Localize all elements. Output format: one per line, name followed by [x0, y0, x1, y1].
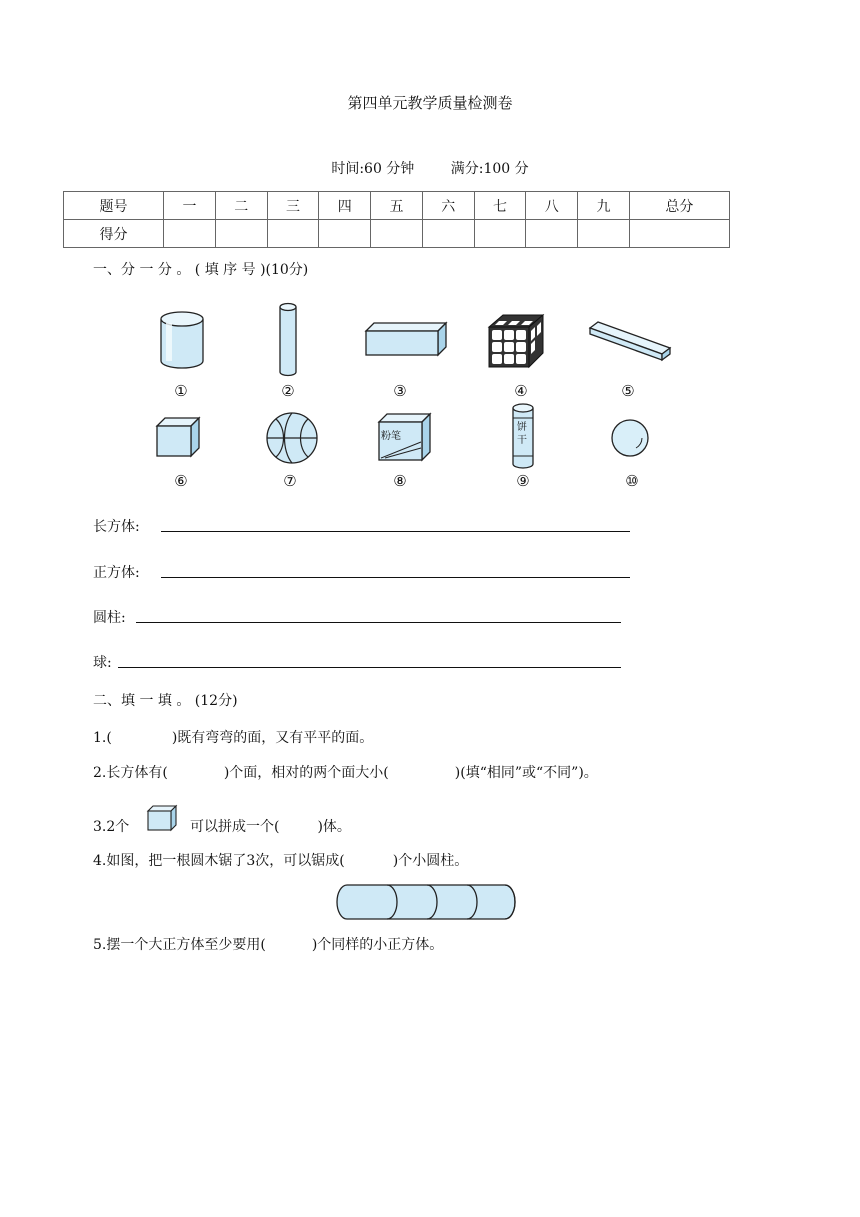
- score-input-cell[interactable]: [215, 220, 267, 248]
- q5-text-post: )个同样的小正方体。: [311, 937, 444, 953]
- question-2: [93, 762, 598, 782]
- sphere-answer-line[interactable]: [118, 667, 621, 668]
- biscuit-tube-label: 饼干: [517, 422, 527, 446]
- rubiks-cube-icon: [487, 313, 545, 369]
- shape-number: ⑧: [393, 472, 407, 490]
- section1-title: 一、分 一 分 。 ( 填 序 号 )(10分): [93, 262, 309, 278]
- score-input-cell[interactable]: [578, 220, 630, 248]
- small-cube-icon: [146, 804, 178, 832]
- score-input-cell[interactable]: [629, 220, 729, 248]
- score-input-cell[interactable]: [526, 220, 578, 248]
- score-cell: 八: [526, 192, 578, 220]
- question-3: [93, 816, 129, 836]
- question-1: [93, 727, 373, 747]
- question-5: [93, 934, 443, 954]
- score-row-label: 得分: [64, 220, 164, 248]
- cuboid-label: 长方体:: [93, 519, 140, 535]
- chalk-box-label: 粉笔: [381, 431, 401, 442]
- score-cell: 题号: [64, 192, 164, 220]
- sphere-label: 球:: [93, 655, 112, 671]
- question-3-rest: [190, 816, 351, 836]
- score-cell: 四: [319, 192, 371, 220]
- q2-text-pre: 2.长方体有(: [93, 765, 168, 781]
- shape-number: ⑤: [621, 382, 635, 400]
- score-cell: 二: [215, 192, 267, 220]
- thin-cylinder-icon: [277, 302, 299, 378]
- q3-text-post: )体。: [317, 819, 351, 835]
- q4-text-pre: 4.如图，把一根圆木锯了3次，可以锯成(: [93, 853, 345, 869]
- biscuit-tube: [510, 402, 536, 470]
- score-cell: 五: [371, 192, 423, 220]
- cuboid-answer-line[interactable]: [161, 531, 630, 532]
- basketball-icon: [264, 410, 320, 466]
- cube-answer-line[interactable]: [161, 577, 630, 578]
- score-cell: 三: [267, 192, 319, 220]
- shape-number: ①: [174, 382, 188, 400]
- score-cell: 总分: [629, 192, 729, 220]
- q3-text-mid: 可以拼成一个(: [190, 819, 280, 835]
- score-input-cell[interactable]: [267, 220, 319, 248]
- q4-text-post: )个小圆柱。: [392, 853, 469, 869]
- score-table: [63, 191, 730, 248]
- score-cell: 九: [578, 192, 630, 220]
- q1-text-pre: 1.(: [93, 730, 112, 746]
- time-limit: 时间:60 分钟: [331, 161, 415, 177]
- cuboid-icon: [364, 321, 448, 357]
- score-input-cell[interactable]: [371, 220, 423, 248]
- sphere-icon: [610, 418, 650, 458]
- score-cell: 一: [164, 192, 216, 220]
- q3-text-pre: 3.2个: [93, 819, 130, 835]
- shape-number: ⑥: [174, 472, 188, 490]
- exam-meta: [0, 158, 860, 178]
- question-4: [93, 850, 468, 870]
- cube-icon: [155, 416, 201, 458]
- cylinder-icon: [158, 309, 206, 371]
- shape-number: ③: [393, 382, 407, 400]
- chalk-box: [377, 412, 432, 462]
- shape-number: ⑩: [625, 472, 639, 490]
- cylinder-label: 圆柱:: [93, 610, 126, 626]
- score-input-cell[interactable]: [474, 220, 526, 248]
- section2-title: 二、填 一 填 。 (12分): [93, 693, 238, 709]
- score-cell: 七: [474, 192, 526, 220]
- score-table-score-row: [64, 220, 730, 248]
- q2-text-post: )(填“相同”或“不同”)。: [454, 765, 598, 781]
- score-input-cell[interactable]: [164, 220, 216, 248]
- cube-label: 正方体:: [93, 565, 140, 581]
- q1-text-post: )既有弯弯的面，又有平平的面。: [171, 730, 374, 746]
- log-cut-icon: [335, 883, 517, 921]
- score-cell: 六: [422, 192, 474, 220]
- long-cuboid-icon: [588, 318, 672, 362]
- score-input-cell[interactable]: [319, 220, 371, 248]
- score-input-cell[interactable]: [422, 220, 474, 248]
- score-table-header-row: [64, 192, 730, 220]
- cylinder-answer-line[interactable]: [136, 622, 621, 623]
- shape-number: ⑦: [283, 472, 297, 490]
- q2-text-mid: )个面，相对的两个面大小(: [223, 765, 389, 781]
- shape-number: ②: [281, 382, 295, 400]
- shape-number: ⑨: [516, 472, 530, 490]
- shape-number: ④: [514, 382, 528, 400]
- full-score: 满分:100 分: [450, 161, 529, 177]
- q5-text-pre: 5.摆一个大正方体至少要用(: [93, 937, 266, 953]
- page-title: 第四单元教学质量检测卷: [347, 94, 513, 112]
